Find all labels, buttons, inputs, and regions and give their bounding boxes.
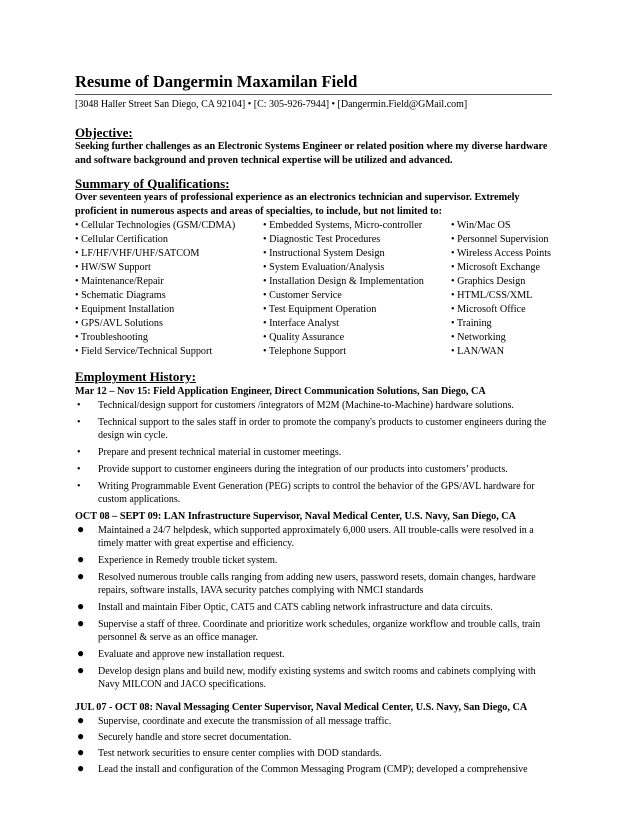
qualification-item: • HTML/CSS/XML	[451, 290, 533, 301]
list-item: ● Supervise a staff of three. Coordinate and prioritize work schedules, organize workflow and trouble calls, train personnel & serve as an office manager.	[77, 616, 541, 643]
qualification-item: • Microsoft Office	[451, 304, 526, 315]
summary-intro: Over seventeen years of professional experience as an electronics technician and supervisor. Extremely proficient in numerous aspects and areas of specialties, to include, but not limited to:	[75, 192, 520, 217]
bullet-icon: ●	[77, 552, 85, 566]
list-item: ● Test network securities to ensure center complies with DOD standards.	[77, 745, 382, 759]
bullet-icon: ●	[77, 729, 85, 743]
contact-line: [3048 Haller Street San Diego, CA 92104] • [C: 305-926-7944] • [Dangermin.Field@GMail.com]	[75, 94, 552, 117]
bullet-icon: •	[77, 417, 81, 428]
bullet-icon: ●	[77, 663, 85, 677]
bullet-icon: ●	[77, 745, 85, 759]
qualifications-grid	[75, 219, 552, 359]
job-duties-list	[75, 524, 552, 691]
list-item: ● Securely handle and store secret documentation.	[77, 729, 292, 743]
job-title: OCT 08 – SEPT 09: LAN Infrastructure Supervisor, Naval Medical Center, U.S. Navy, San Diego, CA	[75, 511, 516, 522]
job-title: Mar 12 – Nov 15: Field Application Engineer, Direct Communication Solutions, San Diego, CA	[75, 386, 486, 397]
qualification-item: • Cellular Certification	[75, 234, 168, 245]
qualification-item: • Maintenance/Repair	[75, 276, 164, 287]
resume-title: Resume of Dangermin Maxamilan Field	[75, 72, 358, 91]
list-item: • Prepare and present technical material in customer meetings.	[77, 447, 342, 458]
employment-heading: Employment History:	[75, 369, 196, 384]
list-item: ● Lead the install and configuration of the Common Messaging Program (CMP); developed a comprehensive	[77, 761, 528, 775]
bullet-icon: ●	[77, 616, 85, 630]
bullet-icon: •	[77, 481, 81, 492]
qualification-item: • HW/SW Support	[75, 262, 151, 273]
bullet-icon: ●	[77, 599, 85, 613]
qualification-item: • Diagnostic Test Procedures	[263, 234, 381, 245]
qualification-item: • LF/HF/VHF/UHF/SATCOM	[75, 248, 200, 259]
list-item: ● Experience in Remedy trouble ticket system.	[77, 552, 278, 566]
list-item: • Technical/design support for customers /integrators of M2M (Machine-to-Machine) hardware solutions.	[77, 400, 514, 411]
qualification-item: • Interface Analyst	[263, 318, 339, 329]
summary-heading: Summary of Qualifications:	[75, 176, 230, 191]
job-duties-list	[75, 715, 552, 776]
qualification-item: • Field Service/Technical Support	[75, 346, 213, 357]
qualification-item: • Wireless Access Points	[451, 248, 552, 259]
qualification-item: • Personnel Supervision	[451, 234, 549, 245]
job-duties-list	[75, 399, 552, 506]
qualification-item: • GPS/AVL Solutions	[75, 318, 163, 329]
list-item: ● Evaluate and approve new installation request.	[77, 646, 285, 660]
bullet-icon: •	[77, 447, 81, 458]
qualification-item: • Networking	[451, 332, 506, 343]
bullet-icon: •	[77, 464, 81, 475]
list-item: ● Install and maintain Fiber Optic, CAT5 and CATS cabling network infrastructure and data circuits.	[77, 599, 493, 613]
qualification-item: • Equipment Installation	[75, 304, 175, 315]
qualification-item: • Win/Mac OS	[451, 220, 511, 231]
bullet-icon: ●	[77, 646, 85, 660]
qualification-item: • LAN/WAN	[451, 346, 505, 357]
list-item: • Provide support to customer engineers during the integration of our products into customers’ products.	[77, 464, 508, 475]
qualification-item: • Test Equipment Operation	[263, 304, 377, 315]
qualification-item: • Graphics Design	[451, 276, 526, 287]
qualification-item: • Installation Design & Implementation	[263, 276, 424, 287]
qualification-item: • Training	[451, 318, 492, 329]
objective-text: Seeking further challenges as an Electronic Systems Engineer or related position where my diverse hardware and software background and proven technical expertise will be utilized and advanced.	[75, 141, 548, 166]
bullet-icon: ●	[77, 761, 85, 775]
list-item: ● Resolved numerous trouble calls ranging from adding new users, password resets, domain changes, hardware repairs, software installs, IAVA security patches complying with NMCI standards	[77, 569, 536, 596]
qualification-item: • Quality Assurance	[263, 332, 345, 343]
qualification-item: • Troubleshooting	[75, 332, 148, 343]
objective-heading: Objective:	[75, 125, 133, 140]
qualification-item: • Embedded Systems, Micro-controller	[263, 220, 423, 231]
qualification-item: • Telephone Support	[263, 346, 347, 357]
bullet-icon: ●	[77, 713, 85, 727]
qualification-item: • Cellular Technologies (GSM/CDMA)	[75, 220, 236, 231]
list-item: ● Maintained a 24/7 helpdesk, which supported approximately 6,000 users. All trouble-calls were resolved in a timely matter with great expertise and efficiency.	[77, 522, 534, 549]
qualification-item: • Instructional System Design	[263, 248, 385, 259]
job-title: JUL 07 - OCT 08: Naval Messaging Center Supervisor, Naval Medical Center, U.S. Navy, San Diego, CA	[75, 702, 528, 713]
list-item: • Writing Programmable Event Generation (PEG) scripts to control the behavior of the GPS/AVL hardware for custom applications.	[77, 481, 535, 505]
qualification-item: • Microsoft Exchange	[451, 262, 541, 273]
list-item: • Technical support to the sales staff in order to promote the company's products to customer engineers during the design win cycle.	[77, 417, 547, 441]
qualification-item: • Schematic Diagrams	[75, 290, 166, 301]
bullet-icon: ●	[77, 522, 85, 536]
qualification-item: • System Evaluation/Analysis	[263, 262, 385, 273]
list-item: ● Supervise, coordinate and execute the transmission of all message traffic.	[77, 713, 392, 727]
qualification-item: • Customer Service	[263, 290, 342, 301]
bullet-icon: •	[77, 400, 81, 411]
bullet-icon: ●	[77, 569, 85, 583]
list-item: ● Develop design plans and build new, modify existing systems and switch rooms and cabinets complying with Navy MILCON and JACO specifications.	[77, 663, 536, 690]
